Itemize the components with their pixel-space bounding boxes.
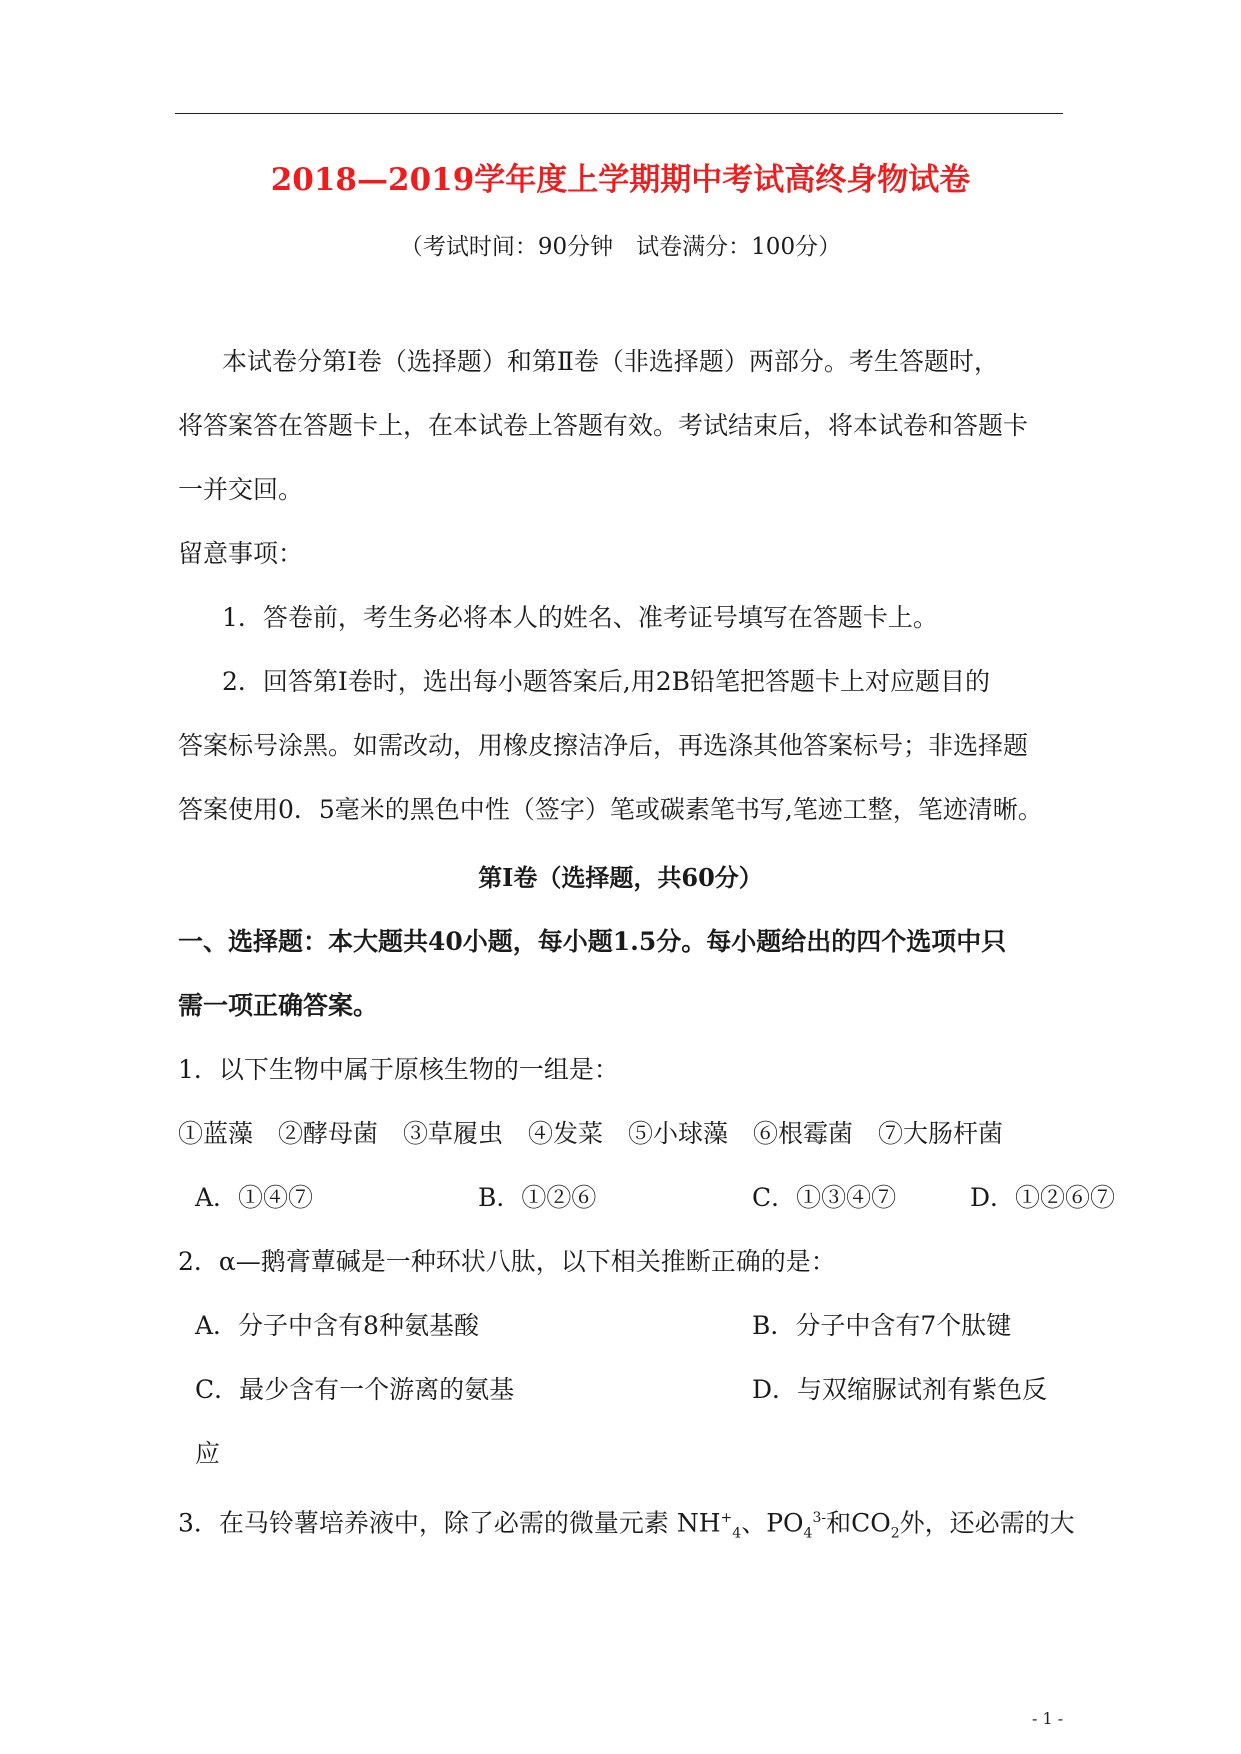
question-3-stem-after: 外，还必需的大 <box>899 1508 1075 1538</box>
question-1-items: ①蓝藻 ②酵母菌 ③草履虫 ④发菜 ⑤小球藻 ⑥根霉菌 ⑦大肠杆菌 <box>178 1119 1004 1148</box>
question-3-stem <box>178 1502 1075 1549</box>
question-2-option-d-wrap: 应 <box>195 1439 221 1468</box>
question-1-option-d: D．①②⑥⑦ <box>970 1183 1116 1212</box>
question-2-option-d: D．与双缩脲试剂有紫色反 <box>752 1375 1048 1404</box>
note-2-line-3: 答案使用0．5毫米的黑色中性（签字）笔或碳素笔书写,笔迹工整，笔迹清晰。 <box>178 795 1043 824</box>
section-heading-line-1: 一、选择题：本大题共40小题，每小题1.5分。每小题给出的四个选项中只 <box>178 927 1007 956</box>
part-heading: 第Ⅰ卷（选择题，共60分） <box>478 863 763 892</box>
exam-subtitle: （考试时间：90分钟 试卷满分：100分） <box>399 234 842 260</box>
note-2-line-1: 2．回答第Ⅰ卷时，选出每小题答案后,用2B铅笔把答题卡上对应题目的 <box>222 667 991 696</box>
phosphate-text: 、PO <box>741 1508 804 1538</box>
phosphate-subscript: 4 <box>803 1525 813 1542</box>
question-1-option-c: C．①③④⑦ <box>752 1183 897 1212</box>
intro-line-3: 一并交回。 <box>178 475 304 504</box>
question-1-stem: 1．以下生物中属于原核生物的一组是： <box>178 1055 619 1084</box>
intro-line-2: 将答案答在答题卡上，在本试卷上答题有效。考试结束后，将本试卷和答题卡 <box>178 411 1029 440</box>
section-heading-line-2: 需一项正确答案。 <box>178 991 379 1020</box>
page-number: - 1 - <box>1032 1709 1064 1728</box>
header-rule <box>175 113 1063 114</box>
intro-line-1: 本试卷分第Ⅰ卷（选择题）和第Ⅱ卷（非选择题）两部分。考生答题时， <box>222 347 999 376</box>
phosphate-charge: 3- <box>812 1510 827 1526</box>
question-2-option-a: A．分子中含有8种氨基酸 <box>195 1311 479 1340</box>
co2-subscript: 2 <box>890 1525 900 1542</box>
question-3-stem-before: 3．在马铃薯培养液中，除了必需的微量元素 NH <box>178 1508 721 1538</box>
ammonium-subscript: 4 <box>732 1525 742 1542</box>
question-1-option-a: A．①④⑦ <box>195 1183 314 1212</box>
note-2-line-2: 答案标号涂黑。如需改动，用橡皮擦洁净后，再选涤其他答案标号；非选择题 <box>178 731 1029 760</box>
note-1: 1．答卷前，考生务必将本人的姓名、准考证号填写在答题卡上。 <box>222 603 938 632</box>
ammonium-charge: + <box>720 1510 733 1526</box>
question-1-option-b: B．①②⑥ <box>478 1183 597 1212</box>
co2-text: 和CO <box>826 1508 891 1538</box>
question-2-stem: 2．α—鹅膏蕈碱是一种环状八肽，以下相关推断正确的是： <box>178 1247 836 1276</box>
exam-title: 2018—2019学年度上学期期中考试高终身物试卷 <box>270 162 971 198</box>
notes-heading: 留意事项： <box>178 539 304 568</box>
question-2-option-c: C．最少含有一个游离的氨基 <box>195 1375 515 1404</box>
question-2-option-b: B．分子中含有7个肽键 <box>752 1311 1012 1340</box>
